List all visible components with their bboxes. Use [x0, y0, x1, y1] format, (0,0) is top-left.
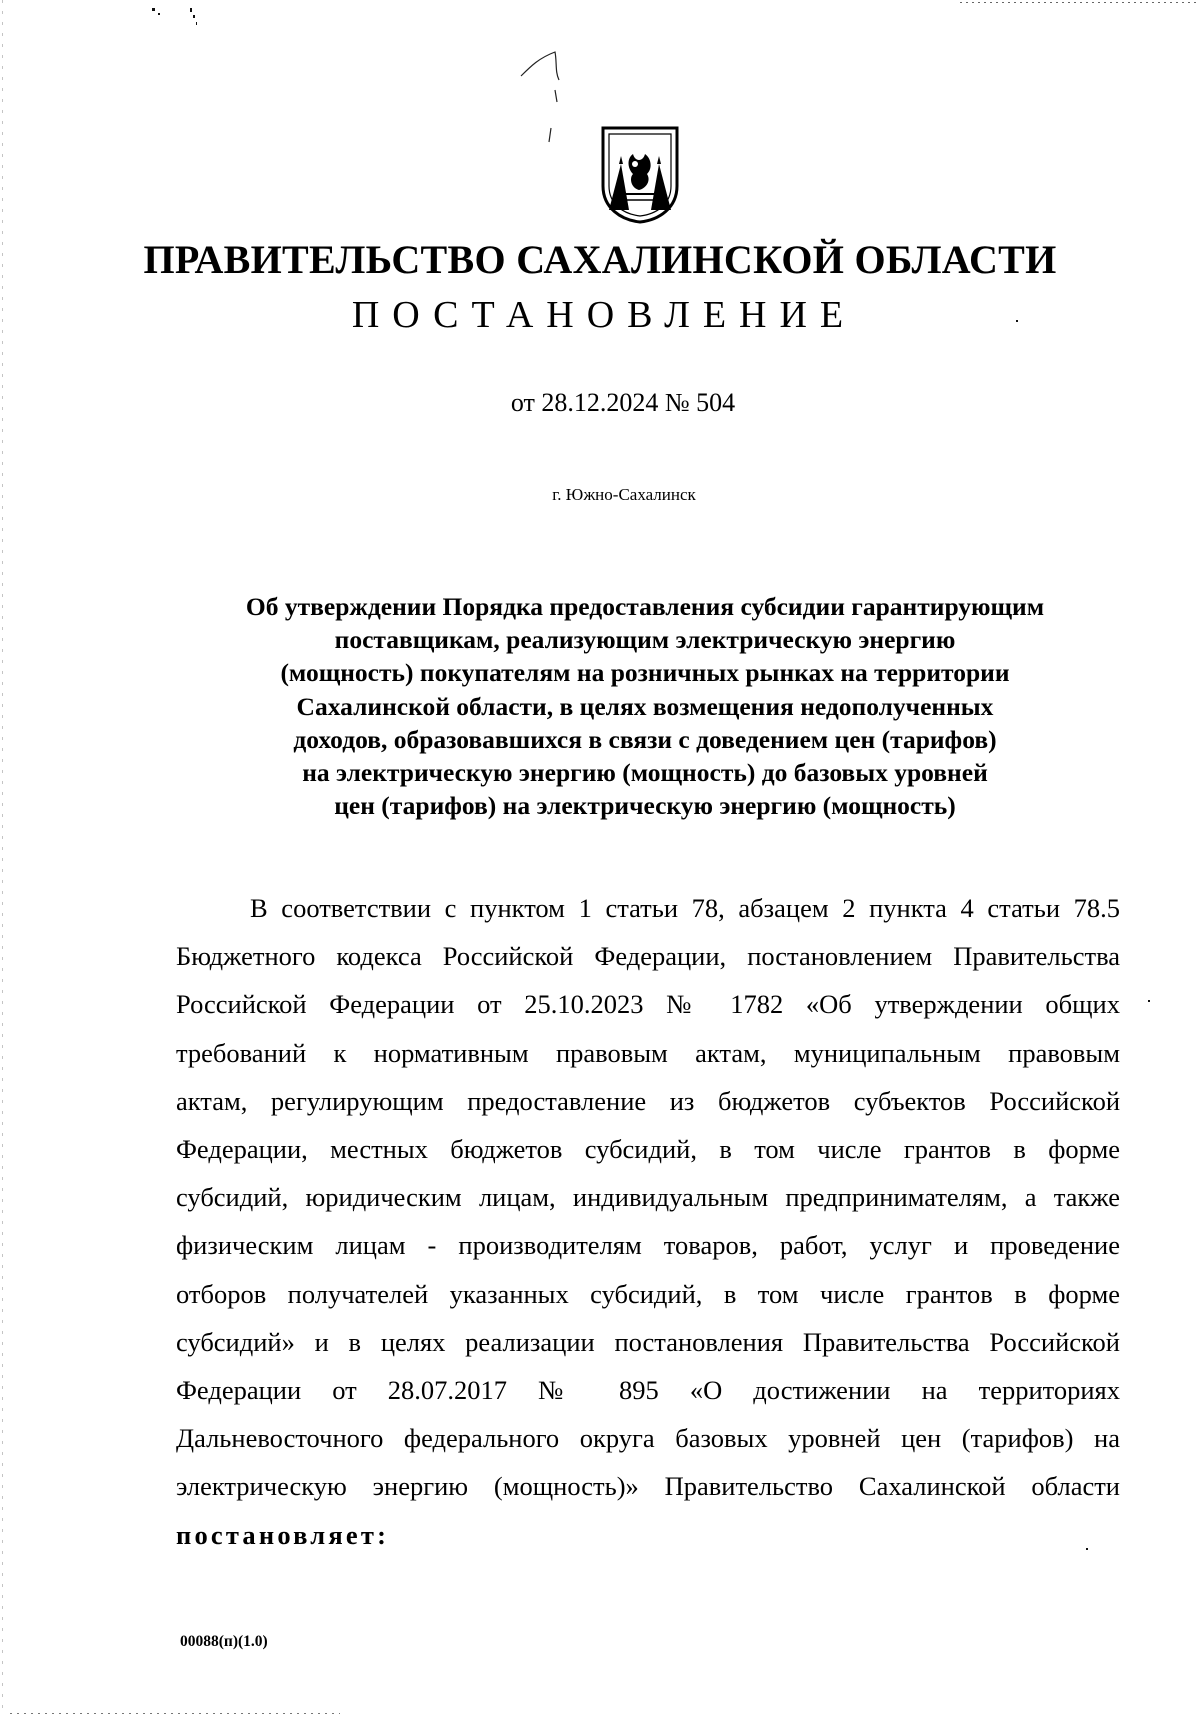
- pen-stroke-mark: [515, 50, 565, 150]
- scan-top-edge: [960, 2, 1200, 3]
- subject-line: доходов, образовавшихся в связи с доведением цен (тарифов): [293, 724, 997, 754]
- subject-line: Сахалинской области, в целях возмещения недополученных: [296, 691, 994, 721]
- resolves-keyword: постановляет:: [176, 1519, 390, 1550]
- subject-line: (мощность) покупателям на розничных рынках на территории: [280, 658, 1010, 688]
- document-type-heading: ПОСТАНОВЛЕНИЕ: [351, 294, 857, 336]
- body-line: актам, регулирующим предоставление из бюджетов субъектов Российской: [176, 1085, 1120, 1116]
- body-line: требований к нормативным правовым актам, муниципальным правовым: [176, 1037, 1120, 1068]
- scan-speck: [158, 13, 160, 15]
- document-body: [176, 884, 1120, 1559]
- subject-line: на электрическую энергию (мощность) до базовых уровней: [302, 758, 988, 788]
- body-line: субсидий» и в целях реализации постановления Правительства Российской: [176, 1326, 1120, 1357]
- scan-speck: [1148, 1000, 1150, 1002]
- scan-bottom-edge: [10, 1713, 340, 1714]
- subject-line: цен (тарифов) на электрическую энергию (мощность): [334, 791, 956, 821]
- subject-line: поставщикам, реализующим электрическую энергию: [334, 625, 956, 655]
- document-date-number: от 28.12.2024 № 504: [510, 388, 736, 417]
- body-line: Бюджетного кодекса Российской Федерации, постановлением Правительства: [176, 941, 1120, 972]
- body-line: субсидий, юридическим лицам, индивидуальным предпринимателям, а также: [176, 1182, 1120, 1213]
- body-line: электрическую энергию (мощность)» Правительство Сахалинской области: [176, 1471, 1120, 1502]
- body-line: Дальневосточного федерального округа базовых уровней цен (тарифов) на: [176, 1423, 1120, 1454]
- scan-speck: [193, 15, 195, 18]
- body-line: Федерации, местных бюджетов субсидий, в том числе грантов в форме: [176, 1134, 1120, 1165]
- body-line: Российской Федерации от 25.10.2023 № 1782 «Об утверждении общих: [176, 989, 1120, 1020]
- scan-speck: [190, 8, 192, 12]
- scan-speck: [152, 8, 155, 11]
- document-subject: [190, 590, 1100, 822]
- body-line: Федерации от 28.07.2017 № 895 «О достижении на территориях: [176, 1375, 1120, 1406]
- body-line: отборов получателей указанных субсидий, в том числе грантов в форме: [176, 1278, 1120, 1309]
- form-code: 00088(п)(1.0): [180, 1633, 268, 1650]
- government-title: ПРАВИТЕЛЬСТВО САХАЛИНСКОЙ ОБЛАСТИ: [143, 237, 1057, 282]
- document-city: г. Южно-Сахалинск: [552, 485, 696, 504]
- body-line: физическим лицам - производителям товаров, работ, услуг и проведение: [176, 1230, 1120, 1261]
- body-line: В соответствии с пунктом 1 статьи 78, абзацем 2 пункта 4 статьи 78.5: [250, 893, 1120, 923]
- scan-speck: [196, 22, 197, 25]
- sakhalin-coat-of-arms-icon: [599, 124, 681, 224]
- subject-line: Об утверждении Порядка предоставления субсидии гарантирующим: [245, 592, 1045, 621]
